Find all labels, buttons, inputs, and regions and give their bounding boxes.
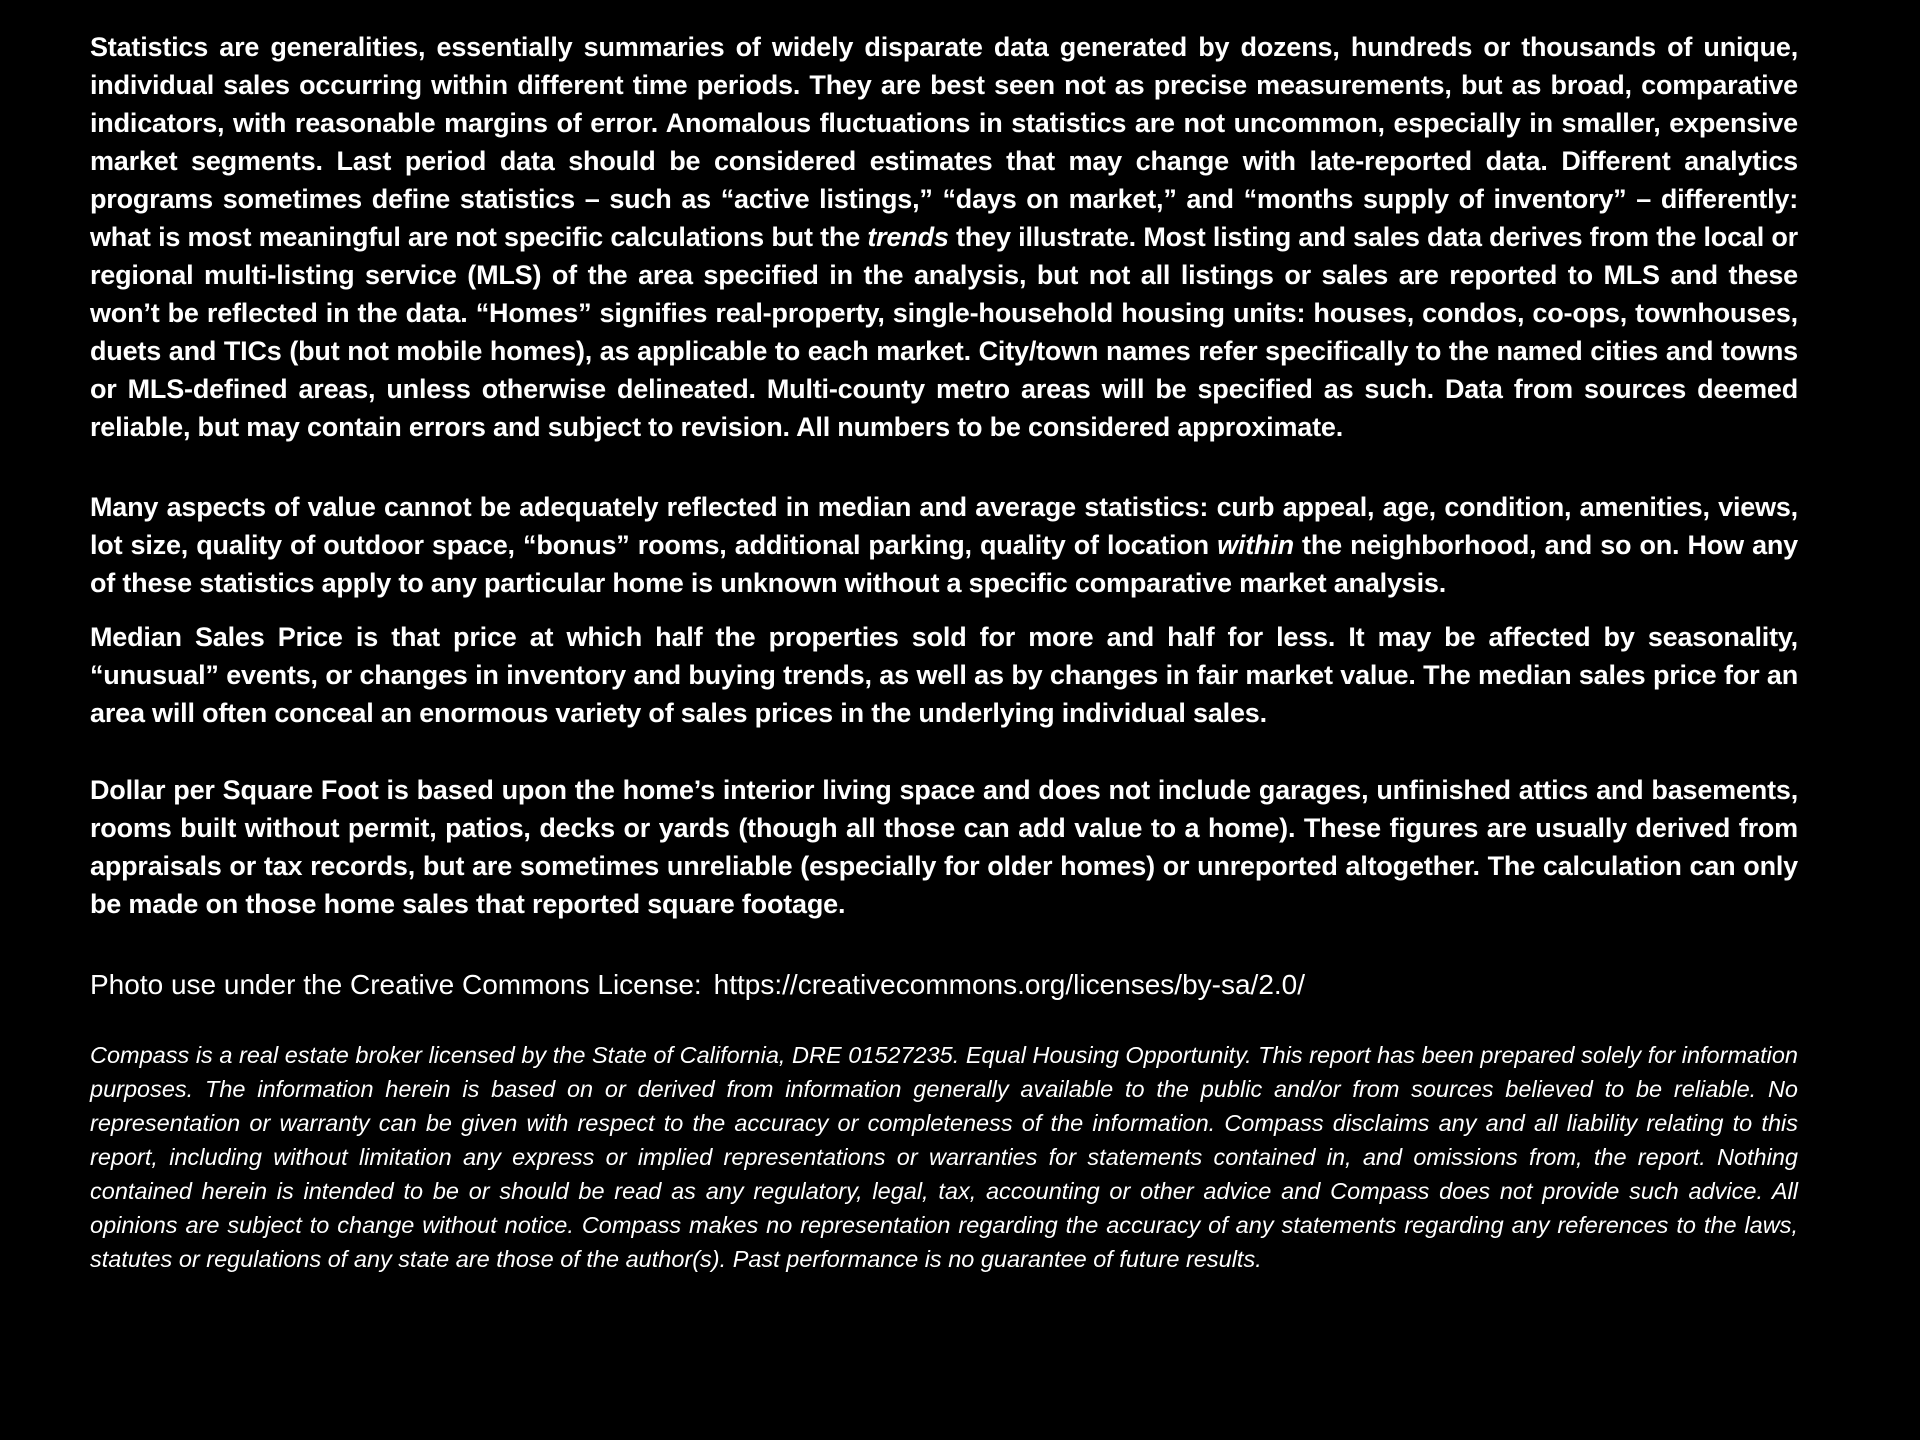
methodology-text-before: Statistics are generalities, essentially summaries of widely disparate data generated by dozens, hundreds or thousands of unique, individual sales occurring within different time periods. They are best seen not as precise measurements, but as broad, comparative indicators, with reasonable margins of error. Anomalous fluctuations in statistics are not uncommon, especially in smaller, expensive market segments. Last period data should be considered estimates that may change with late-reported data. Different analytics programs sometimes define statistics – such as “active listings,” “days on market,” and “months supply of inventory” – differently: what is most meaningful are not specific calculations but the <box>90 32 1798 252</box>
dollar-per-square-foot-paragraph: Dollar per Square Foot is based upon the home’s interior living space and does not include garages, unfinished attics and basements, rooms built without permit, patios, decks or yards (though all those can add value to a home). These figures are usually derived from appraisals or tax records, but are sometimes unreliable (especially for older homes) or unreported altogether. The calculation can only be made on those home sales that reported square footage. <box>90 775 1798 919</box>
photo-license-url: https://creativecommons.org/licenses/by-sa/2.0/ <box>713 969 1306 1000</box>
methodology-text-after: they illustrate. Most listing and sales data derives from the local or regional multi-listing service (MLS) of the area specified in the analysis, but not all listings or sales are reported to MLS and these won’t be reflected in the data. “Homes” signifies real-property, single-household housing units: houses, condos, co-ops, townhouses, duets and TICs (but not mobile homes), as applicable to each market. City/town names refer specifically to the named cities and towns or MLS-defined areas, unless otherwise delineated. Multi-county metro areas will be specified as such. Data from sources deemed reliable, but may contain errors and subject to revision. All numbers to be considered approximate. <box>90 222 1798 442</box>
photo-license-label: Photo use under the Creative Commons License: <box>90 969 702 1000</box>
value-aspects-text-before: Many aspects of value cannot be adequately reflected in median and average statistics: curb appeal, age, condition, amenities, views, lot size, quality of outdoor space, “bonus” rooms, additional parking, quality of location <box>90 492 1798 560</box>
value-aspects-text-after: the neighborhood, and so on. How any of these statistics apply to any particular home is unknown without a specific comparative market analysis. <box>90 530 1798 598</box>
value-aspects-within-emphasis: within <box>1217 530 1294 560</box>
value-aspects-paragraph <box>90 488 1798 602</box>
methodology-trends-emphasis: trends <box>867 222 949 252</box>
median-sales-price-paragraph: Median Sales Price is that price at which half the properties sold for more and half for less. It may be affected by seasonality, “unusual” events, or changes in inventory and buying trends, as well as by changes in fair market value. The median sales price for an area will often conceal an enormous variety of sales prices in the underlying individual sales. <box>90 622 1798 728</box>
legal-disclaimer-paragraph: Compass is a real estate broker licensed by the State of California, DRE 01527235. Equal Housing Opportunity. This report has been prepared solely for information purposes. The information herein is based on or derived from information generally available to the public and/or from sources believed to be reliable. No representation or warranty can be given with respect to the accuracy or completeness of the information. Compass disclaims any and all liability relating to this report, including without limitation any express or implied representations or warranties for statements contained in, and omissions from, the report. Nothing contained herein is intended to be or should be read as any regulatory, legal, tax, accounting or other advice and Compass does not provide such advice. All opinions are subject to change without notice. Compass makes no representation regarding the accuracy of any statements regarding any references to the laws, statutes or regulations of any state are those of the author(s). Past performance is no guarantee of future results. <box>90 1042 1798 1272</box>
photo-license-line <box>90 966 1798 1004</box>
methodology-paragraph <box>90 28 1798 446</box>
